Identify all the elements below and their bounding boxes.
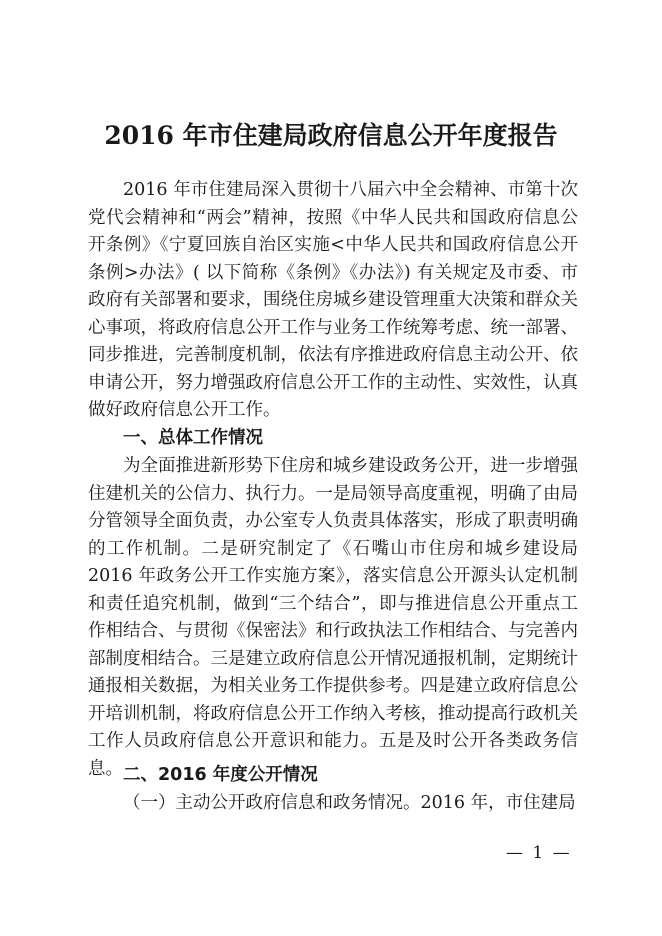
section-1-paragraph-text: 为全面推进新形势下住房和城乡建设政务公开，进一步增强住建机关的公信力、执行力。一是局领导高度重视，明确了由局分管领导全面负责，办公室专人负责具体落实，形成了职责明确的工作机制。二是研究制定了《石嘴山市住房和城乡建设局 2016 年政务公开工作实施方案》，落实信息公开源头认定机制和责任追究机制，做到“三个结合”，即与推进信息公开重点工作相结合、与贯彻《保密法》和行政执法工作相结合、与完善内部制度相结合。三是建立政府信息公开情况通报机制，定期统计通报相关数据，为相关业务工作提供参考。四是建立政府信息公开培训机制，将政府信息公开工作纳入考核，推动提高行政机关工作人员政府信息公开意识和能力。五是及时公开各类政务信息。 [88, 456, 578, 779]
section-2-paragraph [88, 790, 578, 818]
intro-paragraph-text: 2016 年市住建局深入贯彻十八届六中全会精神、市第十次党代会精神和“两会”精神，按照《中华人民共和国政府信息公开条例》《宁夏回族自治区实施<中华人民共和国政府信息公开条例>办法》( 以下简称《条例》《办法》) 有关规定及市委、市政府有关部署和要求，围绕住房城乡建设管理重大决策和群众关心事项，将政府信息公开工作与业务工作统筹考虑、统一部署、同步推进，完善制度机制，依法有序推进政府信息主动公开、依申请公开，努力增强政府信息公开工作的主动性、实效性，认真做好政府信息公开工作。 [88, 180, 578, 420]
intro-paragraph [88, 177, 578, 425]
section-2-heading: 二、2016 年度公开情况 [123, 765, 318, 785]
section-1-heading: 一、总体工作情况 [123, 428, 263, 448]
document-title: 2016 年市住建局政府信息公开年度报告 [104, 121, 558, 150]
page-number: — 1 — [506, 843, 572, 863]
section-2-paragraph-text: （一）主动公开政府信息和政务情况。2016 年，市住建局 [123, 793, 576, 813]
section-1-paragraph [88, 453, 578, 783]
